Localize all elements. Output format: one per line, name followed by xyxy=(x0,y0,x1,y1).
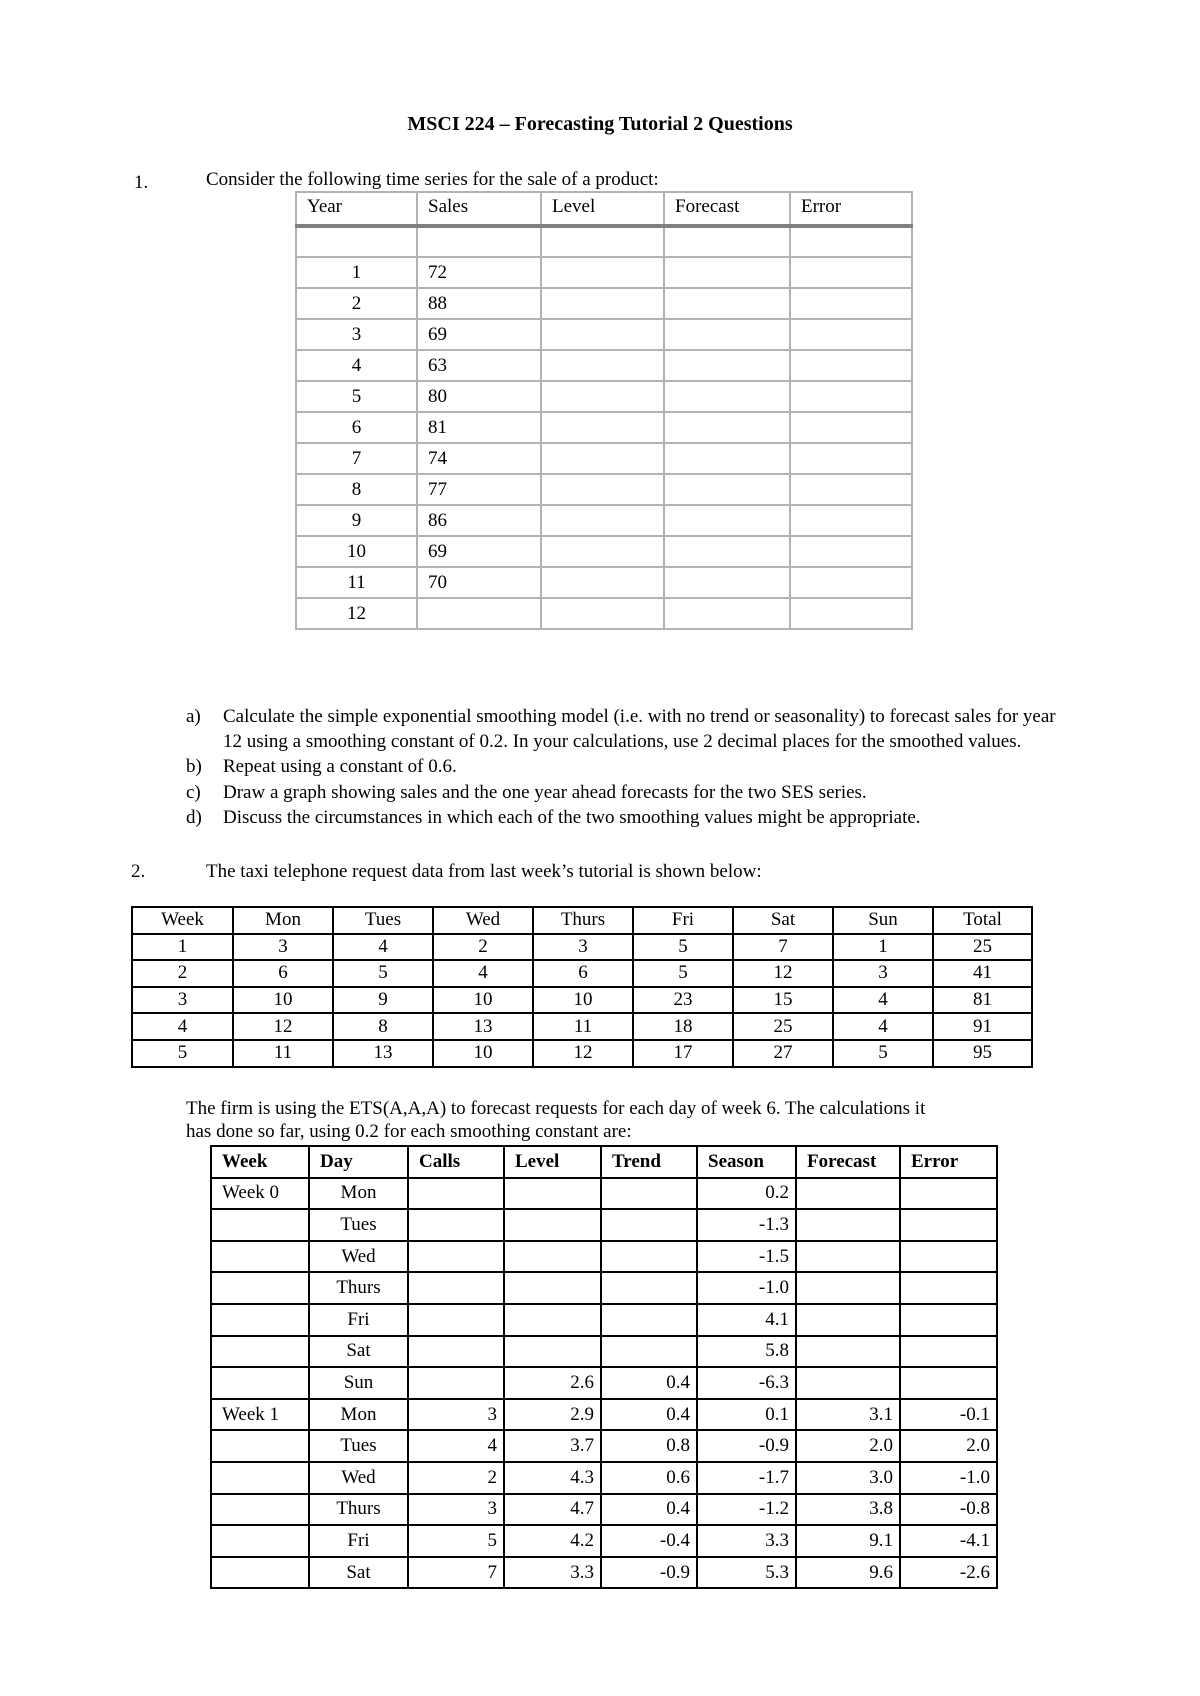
table-cell: -0.1 xyxy=(900,1399,997,1431)
table-cell: 4.1 xyxy=(697,1304,796,1336)
table-cell: 91 xyxy=(933,1013,1032,1040)
table-cell: Sat xyxy=(309,1336,408,1368)
table-cell xyxy=(296,226,417,257)
table-cell: 27 xyxy=(733,1040,833,1067)
table-cell xyxy=(504,1178,601,1210)
table-row xyxy=(211,1367,997,1399)
table-cell: 7 xyxy=(296,443,417,474)
table-cell: 7 xyxy=(733,934,833,961)
table-cell: 0.8 xyxy=(601,1430,697,1462)
table-cell: Week 0 xyxy=(211,1178,309,1210)
q2-text: The taxi telephone request data from last week’s tutorial is shown below: xyxy=(206,861,762,882)
table-row xyxy=(211,1272,997,1304)
table-cell: 6 xyxy=(233,960,333,987)
table-cell: 5 xyxy=(408,1525,504,1557)
table-cell xyxy=(211,1304,309,1336)
table-cell xyxy=(664,381,790,412)
list-item xyxy=(186,754,1066,779)
page-title: MSCI 224 – Forecasting Tutorial 2 Questions xyxy=(407,113,793,135)
column-header: Sun xyxy=(833,907,933,934)
table-cell xyxy=(211,1494,309,1526)
table-cell: 5 xyxy=(633,934,733,961)
table-cell: -0.8 xyxy=(900,1494,997,1526)
table-cell: 6 xyxy=(296,412,417,443)
table-cell: 69 xyxy=(417,319,541,350)
column-header: Fri xyxy=(633,907,733,934)
table-cell: 5 xyxy=(333,960,433,987)
table-cell: 3 xyxy=(408,1494,504,1526)
table-cell xyxy=(408,1304,504,1336)
table-cell: Thurs xyxy=(309,1272,408,1304)
table-cell: 9 xyxy=(333,987,433,1014)
table-cell xyxy=(664,288,790,319)
table-cell: 3 xyxy=(132,987,233,1014)
table-cell: 12 xyxy=(733,960,833,987)
table-row xyxy=(296,536,912,567)
table-cell xyxy=(796,1241,900,1273)
table-cell: 1 xyxy=(833,934,933,961)
table-cell: 74 xyxy=(417,443,541,474)
table-cell: 5 xyxy=(833,1040,933,1067)
table-cell xyxy=(211,1430,309,1462)
column-header: Total xyxy=(933,907,1032,934)
table-cell: 3.8 xyxy=(796,1494,900,1526)
table-cell: 1 xyxy=(296,257,417,288)
table-cell: Sun xyxy=(309,1367,408,1399)
table-row xyxy=(296,505,912,536)
list-item xyxy=(186,780,1066,805)
table-cell xyxy=(796,1367,900,1399)
table-cell: 2 xyxy=(433,934,533,961)
table-cell xyxy=(541,598,664,629)
table-cell: 41 xyxy=(933,960,1032,987)
table-row xyxy=(211,1494,997,1526)
table-row xyxy=(132,960,1032,987)
table-cell: 3.7 xyxy=(504,1430,601,1462)
table-cell: 0.4 xyxy=(601,1399,697,1431)
table-cell xyxy=(900,1367,997,1399)
ets-text-line2: has done so far, using 0.2 for each smoothing constant are: xyxy=(186,1121,632,1142)
column-header: Forecast xyxy=(796,1146,900,1178)
table-cell: -1.0 xyxy=(697,1272,796,1304)
table-cell: 2 xyxy=(408,1462,504,1494)
table-cell: 10 xyxy=(533,987,633,1014)
table-cell xyxy=(541,536,664,567)
table-cell: 10 xyxy=(296,536,417,567)
table-row xyxy=(296,598,912,629)
table-cell: 11 xyxy=(296,567,417,598)
table-cell xyxy=(664,226,790,257)
table-cell xyxy=(504,1209,601,1241)
table-cell xyxy=(541,226,664,257)
table-cell: 86 xyxy=(417,505,541,536)
table-cell xyxy=(408,1367,504,1399)
table-cell xyxy=(211,1272,309,1304)
table-cell xyxy=(417,598,541,629)
table-cell: 13 xyxy=(433,1013,533,1040)
table-cell: Wed xyxy=(309,1241,408,1273)
table-row xyxy=(211,1336,997,1368)
table-cell: Tues xyxy=(309,1209,408,1241)
table-cell xyxy=(664,598,790,629)
table-cell: 2.9 xyxy=(504,1399,601,1431)
table-cell xyxy=(601,1272,697,1304)
table-row xyxy=(211,1178,997,1210)
table-row xyxy=(211,1430,997,1462)
column-header: Calls xyxy=(408,1146,504,1178)
table-cell: 3 xyxy=(533,934,633,961)
column-header: Wed xyxy=(433,907,533,934)
table-row xyxy=(211,1304,997,1336)
table-cell: 9.1 xyxy=(796,1525,900,1557)
table-cell: 4 xyxy=(833,987,933,1014)
table-cell xyxy=(504,1336,601,1368)
table-cell: 2.0 xyxy=(900,1430,997,1462)
table-cell xyxy=(211,1209,309,1241)
table-cell xyxy=(790,443,912,474)
column-header: Week xyxy=(211,1146,309,1178)
table-cell xyxy=(601,1336,697,1368)
table-cell: Fri xyxy=(309,1525,408,1557)
table-cell xyxy=(790,381,912,412)
table-row xyxy=(132,934,1032,961)
table-cell: 0.6 xyxy=(601,1462,697,1494)
table-cell: -1.7 xyxy=(697,1462,796,1494)
table-header-row xyxy=(211,1146,997,1178)
table-cell: 10 xyxy=(433,987,533,1014)
table-cell xyxy=(541,319,664,350)
table-cell: 8 xyxy=(333,1013,433,1040)
column-header: Tues xyxy=(333,907,433,934)
table-cell xyxy=(211,1336,309,1368)
table-row xyxy=(296,412,912,443)
table-cell: 95 xyxy=(933,1040,1032,1067)
part-label: a) xyxy=(186,706,201,727)
table-row xyxy=(211,1557,997,1589)
table-cell xyxy=(541,505,664,536)
table-cell: 3.0 xyxy=(796,1462,900,1494)
q1-number: 1. xyxy=(134,172,149,193)
table-cell: 3.3 xyxy=(504,1557,601,1589)
table-cell: Thurs xyxy=(309,1494,408,1526)
table-cell xyxy=(541,412,664,443)
table-cell xyxy=(541,567,664,598)
table-cell: -1.0 xyxy=(900,1462,997,1494)
table-cell: 88 xyxy=(417,288,541,319)
table-cell xyxy=(790,350,912,381)
table-cell xyxy=(900,1241,997,1273)
table-cell: 77 xyxy=(417,474,541,505)
table-cell xyxy=(790,288,912,319)
table-cell: Mon xyxy=(309,1399,408,1431)
table-cell: 4 xyxy=(408,1430,504,1462)
table-cell xyxy=(790,474,912,505)
table-cell: -1.2 xyxy=(697,1494,796,1526)
table-cell: 13 xyxy=(333,1040,433,1067)
table-cell xyxy=(541,350,664,381)
table-cell: -0.9 xyxy=(601,1557,697,1589)
table-row xyxy=(211,1209,997,1241)
table-cell xyxy=(417,226,541,257)
table-cell: 2.0 xyxy=(796,1430,900,1462)
ets-table xyxy=(210,1145,998,1589)
table-cell: -2.6 xyxy=(900,1557,997,1589)
table-row xyxy=(296,381,912,412)
q1-parts-list xyxy=(186,704,1066,830)
table-cell: Fri xyxy=(309,1304,408,1336)
table-row xyxy=(296,288,912,319)
table-cell xyxy=(790,257,912,288)
table-cell: -1.3 xyxy=(697,1209,796,1241)
table-cell xyxy=(408,1336,504,1368)
table-cell xyxy=(900,1336,997,1368)
table-cell: Sat xyxy=(309,1557,408,1589)
part-text: Draw a graph showing sales and the one year ahead forecasts for the two SES series. xyxy=(223,781,867,803)
table-cell xyxy=(790,505,912,536)
table-cell xyxy=(664,536,790,567)
table-header-row xyxy=(296,192,912,226)
table-cell xyxy=(790,226,912,257)
table-cell: 12 xyxy=(533,1040,633,1067)
table-cell: Tues xyxy=(309,1430,408,1462)
table-cell: 10 xyxy=(233,987,333,1014)
table-cell: 70 xyxy=(417,567,541,598)
table-row xyxy=(132,987,1032,1014)
table-cell: 0.1 xyxy=(697,1399,796,1431)
table-cell: 2 xyxy=(132,960,233,987)
column-header: Mon xyxy=(233,907,333,934)
table-cell: 4 xyxy=(333,934,433,961)
table-cell: Week 1 xyxy=(211,1399,309,1431)
table-cell: 9 xyxy=(296,505,417,536)
part-label: b) xyxy=(186,756,202,778)
table-cell xyxy=(211,1367,309,1399)
table-cell: -4.1 xyxy=(900,1525,997,1557)
table-cell xyxy=(211,1241,309,1273)
taxi-requests-table xyxy=(131,906,1033,1068)
table-cell xyxy=(541,288,664,319)
table-cell xyxy=(790,412,912,443)
table-cell: 4 xyxy=(833,1013,933,1040)
table-cell xyxy=(541,474,664,505)
column-header: Season xyxy=(697,1146,796,1178)
table-cell: -0.9 xyxy=(697,1430,796,1462)
table-cell: Wed xyxy=(309,1462,408,1494)
table-cell xyxy=(408,1272,504,1304)
table-cell: 3.3 xyxy=(697,1525,796,1557)
table-cell: 3 xyxy=(833,960,933,987)
table-cell: 8 xyxy=(296,474,417,505)
ets-text-line1: The firm is using the ETS(A,A,A) to forecast requests for each day of week 6. The calculations it xyxy=(186,1098,926,1119)
table-cell xyxy=(900,1304,997,1336)
table-row xyxy=(211,1462,997,1494)
column-header: Sat xyxy=(733,907,833,934)
table-cell: 5 xyxy=(296,381,417,412)
table-cell xyxy=(900,1178,997,1210)
table-cell xyxy=(601,1304,697,1336)
table-cell: 3 xyxy=(296,319,417,350)
column-header: Trend xyxy=(601,1146,697,1178)
table-cell: 5 xyxy=(132,1040,233,1067)
table-cell xyxy=(664,257,790,288)
table-row xyxy=(211,1241,997,1273)
column-header: Week xyxy=(132,907,233,934)
table-cell xyxy=(664,567,790,598)
table-cell: 18 xyxy=(633,1013,733,1040)
sales-table xyxy=(295,191,913,630)
table-cell xyxy=(796,1304,900,1336)
part-text: Calculate the simple exponential smoothing model (i.e. with no trend or seasonality) to forecast sales for year 12 using a smoothing constant of 0.2. In your calculations, use 2 decimal places for the smoothed values. xyxy=(223,706,1056,753)
table-cell xyxy=(541,257,664,288)
table-cell: 5.3 xyxy=(697,1557,796,1589)
column-header: Day xyxy=(309,1146,408,1178)
table-cell: 7 xyxy=(408,1557,504,1589)
table-cell xyxy=(601,1209,697,1241)
table-cell: 4.3 xyxy=(504,1462,601,1494)
table-cell: 12 xyxy=(296,598,417,629)
table-cell: 6 xyxy=(533,960,633,987)
column-header: Thurs xyxy=(533,907,633,934)
part-label: d) xyxy=(186,806,202,828)
table-cell: 10 xyxy=(433,1040,533,1067)
column-header: Error xyxy=(790,192,912,226)
table-cell: Mon xyxy=(309,1178,408,1210)
table-cell: 80 xyxy=(417,381,541,412)
table-cell: 15 xyxy=(733,987,833,1014)
table-cell xyxy=(541,381,664,412)
table-row xyxy=(296,443,912,474)
table-row xyxy=(296,226,912,257)
table-row xyxy=(132,1013,1032,1040)
table-cell: 2.6 xyxy=(504,1367,601,1399)
list-item xyxy=(186,805,1066,830)
table-cell: 9.6 xyxy=(796,1557,900,1589)
table-cell xyxy=(504,1241,601,1273)
table-cell xyxy=(664,505,790,536)
column-header: Year xyxy=(296,192,417,226)
table-cell xyxy=(790,567,912,598)
table-cell xyxy=(504,1304,601,1336)
table-cell: 23 xyxy=(633,987,733,1014)
table-cell xyxy=(664,350,790,381)
part-text: Discuss the circumstances in which each of the two smoothing values might be appropriate. xyxy=(223,806,921,828)
table-cell xyxy=(541,443,664,474)
table-cell: -1.5 xyxy=(697,1241,796,1273)
table-cell: 25 xyxy=(733,1013,833,1040)
table-cell: 4.2 xyxy=(504,1525,601,1557)
table-cell xyxy=(664,474,790,505)
table-cell xyxy=(408,1241,504,1273)
table-cell: 5.8 xyxy=(697,1336,796,1368)
table-cell xyxy=(408,1209,504,1241)
table-cell: 4 xyxy=(433,960,533,987)
q1-text: Consider the following time series for the sale of a product: xyxy=(206,169,659,190)
table-cell xyxy=(504,1272,601,1304)
table-cell xyxy=(601,1241,697,1273)
table-cell: 0.4 xyxy=(601,1367,697,1399)
table-cell xyxy=(796,1336,900,1368)
table-cell: 4 xyxy=(296,350,417,381)
table-cell: -6.3 xyxy=(697,1367,796,1399)
table-cell: 81 xyxy=(417,412,541,443)
column-header: Level xyxy=(541,192,664,226)
table-row xyxy=(132,1040,1032,1067)
table-row xyxy=(296,319,912,350)
table-cell: 12 xyxy=(233,1013,333,1040)
table-cell: 11 xyxy=(233,1040,333,1067)
table-cell xyxy=(900,1209,997,1241)
table-cell xyxy=(664,443,790,474)
table-cell xyxy=(664,412,790,443)
table-row xyxy=(296,474,912,505)
column-header: Forecast xyxy=(664,192,790,226)
table-cell: 81 xyxy=(933,987,1032,1014)
column-header: Sales xyxy=(417,192,541,226)
part-label: c) xyxy=(186,781,201,803)
table-row xyxy=(296,350,912,381)
table-cell xyxy=(790,598,912,629)
table-cell xyxy=(796,1272,900,1304)
table-cell: 1 xyxy=(132,934,233,961)
table-cell: 63 xyxy=(417,350,541,381)
table-cell: 0.2 xyxy=(697,1178,796,1210)
table-cell: 3.1 xyxy=(796,1399,900,1431)
table-cell xyxy=(790,536,912,567)
table-cell: 4.7 xyxy=(504,1494,601,1526)
table-row xyxy=(211,1399,997,1431)
table-cell: 3 xyxy=(408,1399,504,1431)
table-cell xyxy=(790,319,912,350)
table-cell xyxy=(601,1178,697,1210)
table-cell xyxy=(664,319,790,350)
q2-number: 2. xyxy=(131,861,146,882)
column-header: Error xyxy=(900,1146,997,1178)
list-item xyxy=(186,704,1066,754)
table-cell: 0.4 xyxy=(601,1494,697,1526)
table-cell xyxy=(211,1557,309,1589)
table-cell: 2 xyxy=(296,288,417,319)
table-cell xyxy=(796,1209,900,1241)
table-cell: 4 xyxy=(132,1013,233,1040)
table-cell xyxy=(211,1525,309,1557)
table-cell: -0.4 xyxy=(601,1525,697,1557)
table-cell: 3 xyxy=(233,934,333,961)
table-cell xyxy=(211,1462,309,1494)
table-header-row xyxy=(132,907,1032,934)
table-row xyxy=(296,257,912,288)
table-cell: 72 xyxy=(417,257,541,288)
table-cell: 11 xyxy=(533,1013,633,1040)
table-cell: 25 xyxy=(933,934,1032,961)
table-cell: 69 xyxy=(417,536,541,567)
table-cell xyxy=(408,1178,504,1210)
part-text: Repeat using a constant of 0.6. xyxy=(223,756,457,778)
table-cell: 5 xyxy=(633,960,733,987)
table-cell xyxy=(900,1272,997,1304)
table-row xyxy=(211,1525,997,1557)
table-cell: 17 xyxy=(633,1040,733,1067)
table-row xyxy=(296,567,912,598)
table-cell xyxy=(796,1178,900,1210)
column-header: Level xyxy=(504,1146,601,1178)
